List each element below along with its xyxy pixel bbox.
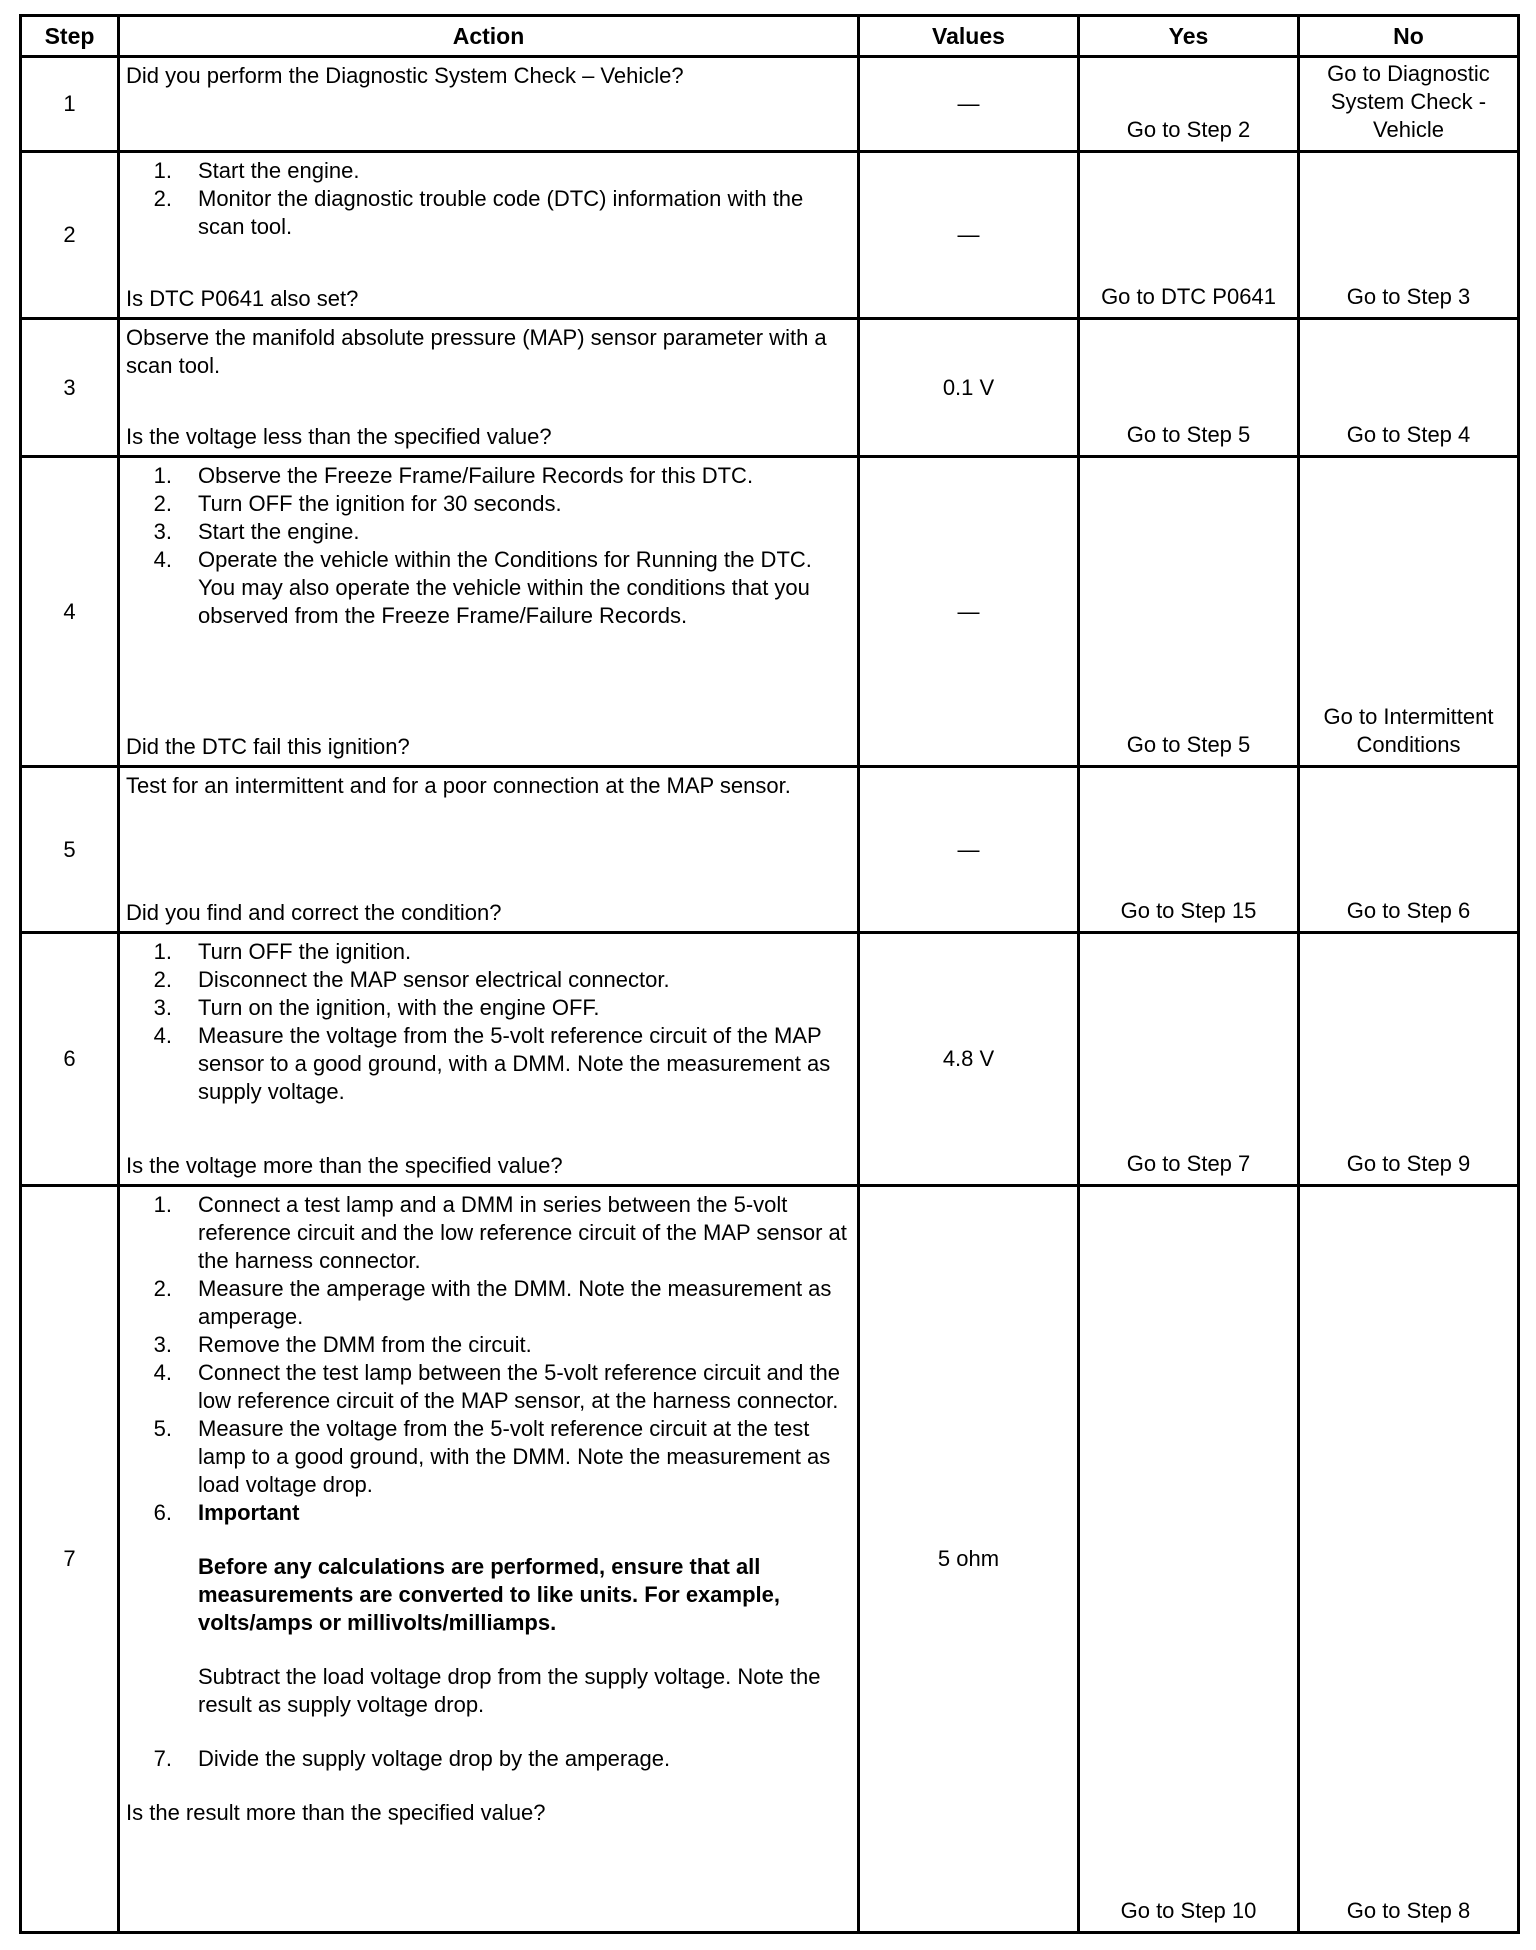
header-row [21, 16, 1519, 57]
action-cell [119, 767, 859, 933]
action-question: Did you find and correct the condition? [126, 900, 502, 925]
step-number: 2 [21, 152, 119, 319]
step-number: 7 [21, 1186, 119, 1933]
action-text: Did you perform the Diagnostic System Check – Vehicle? [126, 63, 684, 88]
yes-cell: Go to Step 5 [1079, 457, 1299, 767]
yes-cell: Go to Step 10 [1079, 1186, 1299, 1933]
header-action: Action [119, 16, 859, 57]
list-item: 1. Start the engine. [153, 158, 360, 183]
step-number: 3 [21, 319, 119, 457]
list-item: 2. Measure the amperage with the DMM. Note the measurement as amperage. [153, 1276, 832, 1329]
list-item: 1. Observe the Freeze Frame/Failure Records for this DTC. [153, 463, 754, 488]
list-item: 7. Divide the supply voltage drop by the amperage. [153, 1746, 671, 1771]
yes-cell: Go to Step 2 [1079, 57, 1299, 152]
list-item: 2. Monitor the diagnostic trouble code (DTC) information with the scan tool. [153, 186, 804, 239]
step-number: 6 [21, 933, 119, 1186]
action-cell [119, 319, 859, 457]
list-item: 2. Disconnect the MAP sensor electrical connector. [153, 967, 670, 992]
action-cell [119, 57, 859, 152]
table-row [21, 57, 1519, 152]
no-cell: Go to Step 8 [1299, 1186, 1519, 1933]
important-label: Important [198, 1500, 300, 1525]
step-number: 1 [21, 57, 119, 152]
list-item: 1. Turn OFF the ignition. [153, 939, 412, 964]
value-cell: — [859, 457, 1079, 767]
list-item: 3. Remove the DMM from the circuit. [153, 1332, 532, 1357]
action-cell [119, 933, 859, 1186]
no-cell: Go to Step 6 [1299, 767, 1519, 933]
yes-cell: Go to Step 5 [1079, 319, 1299, 457]
header-values: Values [859, 16, 1079, 57]
list-item: 4. Measure the voltage from the 5-volt reference circuit of the MAP sensor to a good ground, with a DMM. Note the measurement as supply voltage. [153, 1023, 831, 1104]
action-text: Observe the manifold absolute pressure (MAP) sensor parameter with a scan tool. [126, 325, 827, 378]
step-number: 4 [21, 457, 119, 767]
table-row [21, 933, 1519, 1186]
table-row [21, 457, 1519, 767]
table-row [21, 319, 1519, 457]
no-cell: Go to Step 4 [1299, 319, 1519, 457]
value-cell: 5 ohm [859, 1186, 1079, 1933]
table-row [21, 1186, 1519, 1933]
no-cell: Go to Step 9 [1299, 933, 1519, 1186]
action-cell [119, 1186, 859, 1933]
action-list [126, 938, 851, 1106]
value-cell: 4.8 V [859, 933, 1079, 1186]
diagnostic-table [19, 14, 1520, 1934]
yes-cell: Go to Step 7 [1079, 933, 1299, 1186]
list-item: 4. Operate the vehicle within the Conditions for Running the DTC. You may also operate the vehicle within the conditions that you observed from the Freeze Frame/Failure Records. [153, 547, 812, 628]
action-question: Did the DTC fail this ignition? [126, 734, 410, 759]
header-yes: Yes [1079, 16, 1299, 57]
list-item: 3. Start the engine. [153, 519, 360, 544]
action-cell [119, 457, 859, 767]
list-item: 5. Measure the voltage from the 5-volt reference circuit at the test lamp to a good ground, with the DMM. Note the measurement as load voltage drop. [153, 1416, 831, 1497]
list-item: 1. Connect a test lamp and a DMM in series between the 5-volt reference circuit and the low reference circuit of the MAP sensor at the harness connector. [153, 1192, 847, 1273]
header-step: Step [21, 16, 119, 57]
step-number: 5 [21, 767, 119, 933]
value-cell: — [859, 57, 1079, 152]
yes-cell: Go to Step 15 [1079, 767, 1299, 933]
action-cell [119, 152, 859, 319]
table-row [21, 152, 1519, 319]
action-list [126, 1191, 851, 1773]
action-text: Test for an intermittent and for a poor connection at the MAP sensor. [126, 773, 791, 798]
action-question: Is the voltage more than the specified value? [126, 1153, 563, 1178]
action-question: Is DTC P0641 also set? [126, 286, 359, 311]
no-cell: Go to Step 3 [1299, 152, 1519, 319]
list-item: 2. Turn OFF the ignition for 30 seconds. [153, 491, 562, 516]
important-note: Before any calculations are performed, ensure that all measurements are converted to like units. For example, volts/amps or millivolts/milliamps. [198, 1554, 780, 1635]
action-list [126, 462, 851, 630]
value-cell: — [859, 152, 1079, 319]
list-item: 3. Turn on the ignition, with the engine OFF. [153, 995, 600, 1020]
table-row [21, 767, 1519, 933]
value-cell: — [859, 767, 1079, 933]
header-no: No [1299, 16, 1519, 57]
subtract-instruction: Subtract the load voltage drop from the supply voltage. Note the result as supply voltage drop. [198, 1664, 821, 1717]
value-cell: 0.1 V [859, 319, 1079, 457]
action-question: Is the voltage less than the specified value? [126, 424, 552, 449]
list-item: 4. Connect the test lamp between the 5-volt reference circuit and the low reference circuit of the MAP sensor, at the harness connector. [153, 1360, 841, 1413]
no-cell: Go to Diagnostic System Check - Vehicle [1299, 57, 1519, 152]
action-question: Is the result more than the specified value? [126, 1800, 546, 1825]
yes-cell: Go to DTC P0641 [1079, 152, 1299, 319]
no-cell: Go to Intermittent Conditions [1299, 457, 1519, 767]
list-item: 6. Important Before any calculations are performed, ensure that all measurements are converted to like units. For example, volts/amps or millivolts/milliamps. Subtract the load voltage drop from the supply voltage. Note the result as supply voltage drop. [126, 1499, 851, 1719]
action-list [126, 157, 851, 241]
